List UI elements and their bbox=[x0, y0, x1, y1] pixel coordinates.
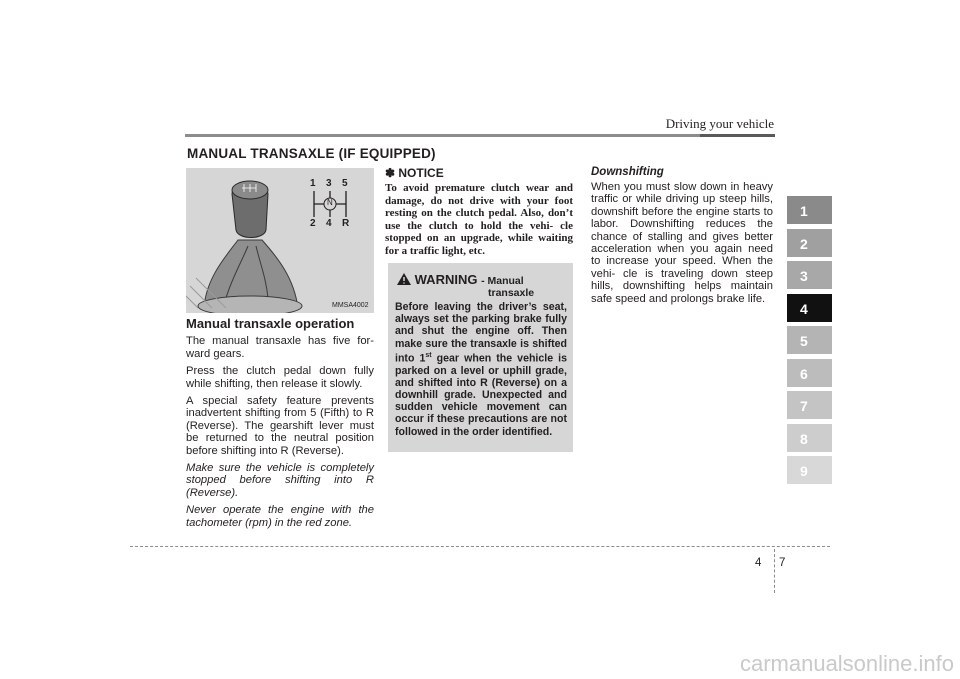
shift-pattern bbox=[304, 178, 356, 234]
chapter-tab-2[interactable]: 2 bbox=[787, 229, 832, 257]
gear-5-label: 5 bbox=[342, 178, 348, 189]
figure-code: MMSA4002 bbox=[332, 302, 369, 309]
neutral-label: N bbox=[327, 198, 333, 207]
page-number: 7 bbox=[779, 557, 786, 569]
subheading-operation: Manual transaxle operation bbox=[186, 316, 355, 331]
paragraph: A special safety feature prevents inadvertent shifting from 5 (Fifth) to R (Reverse). The gearshift lever must be returned to the neutral position before shifting into R (Reverse). bbox=[186, 395, 374, 457]
footer-divider bbox=[774, 549, 775, 593]
paragraph: Press the clutch pedal down fully while shifting, then release it slowly. bbox=[186, 365, 374, 390]
chapter-number: 4 bbox=[755, 557, 762, 569]
gear-3-label: 3 bbox=[326, 178, 332, 189]
chapter-tab-1[interactable]: 1 bbox=[787, 196, 832, 224]
warning-triangle-icon bbox=[397, 273, 411, 285]
notice-heading: ✽ NOTICE bbox=[385, 166, 444, 180]
gear-1-label: 1 bbox=[310, 178, 316, 189]
watermark: carmanualsonline.info bbox=[739, 651, 954, 676]
warning-subtitle: - Manual bbox=[481, 275, 524, 287]
warning-title bbox=[397, 272, 524, 287]
paragraph: The manual transaxle has five for- ward gears. bbox=[186, 335, 374, 360]
warning-label: WARNING bbox=[414, 272, 478, 287]
gear-r-label: R bbox=[342, 218, 350, 229]
header-rule bbox=[185, 134, 775, 137]
warning-subtitle-2: transaxle bbox=[488, 287, 535, 299]
superscript: st bbox=[425, 351, 432, 359]
gear-4-label: 4 bbox=[326, 218, 332, 229]
column-1 bbox=[186, 318, 374, 534]
chapter-tab-8[interactable]: 8 bbox=[787, 424, 832, 452]
running-header: Driving your vehicle bbox=[665, 116, 774, 131]
warning-text: gear when the vehicle is parked on a level or uphill grade, and shifted into R (Reverse) on a downhill grade. Unexpected and sudden vehicle movement can occur if these precautions are not followed in the order identified. bbox=[395, 352, 568, 438]
downshifting-heading: Downshifting bbox=[591, 166, 664, 178]
warning-text: Before leaving the driver’s seat, always set the parking brake fully and shut the engine off. Then make sure the transaxle is shifted into 1 bbox=[395, 301, 567, 365]
downshifting-body: When you must slow down in heavy traffic or while driving up steep hills, downshift before the engine starts to labor. Downshifting reduces the chance of stalling and gives better acceleration when you again need to increase your speed. When the vehi- cle is traveling down steep hills, downshifting helps maintain safe speed and prolongs brake life. bbox=[591, 181, 773, 305]
gear-2-label: 2 bbox=[310, 218, 316, 229]
chapter-tab-9[interactable]: 9 bbox=[787, 456, 832, 484]
chapter-tab-7[interactable]: 7 bbox=[787, 391, 832, 419]
gearshift-figure bbox=[186, 168, 374, 313]
section-title: MANUAL TRANSAXLE (IF EQUIPPED) bbox=[187, 146, 436, 161]
footer-rule bbox=[130, 546, 830, 547]
italic-note: Make sure the vehicle is completely stopped before shifting into R (Reverse). bbox=[186, 462, 374, 499]
chapter-tab-3[interactable]: 3 bbox=[787, 261, 832, 289]
chapter-tab-5[interactable]: 5 bbox=[787, 326, 832, 354]
chapter-tab-4[interactable]: 4 bbox=[787, 294, 832, 322]
warning-body bbox=[395, 301, 567, 438]
notice-body: To avoid premature clutch wear and damage, do not drive with your foot resting on the clutch pedal. Also, don’t use the clutch to hold the vehi- cle stopped on an upgrade, while waiting for a traffic light, etc. bbox=[385, 182, 573, 257]
italic-note: Never operate the engine with the tachometer (rpm) in the red zone. bbox=[186, 504, 374, 529]
header-rule-accent bbox=[700, 134, 775, 137]
chapter-tab-6[interactable]: 6 bbox=[787, 359, 832, 387]
